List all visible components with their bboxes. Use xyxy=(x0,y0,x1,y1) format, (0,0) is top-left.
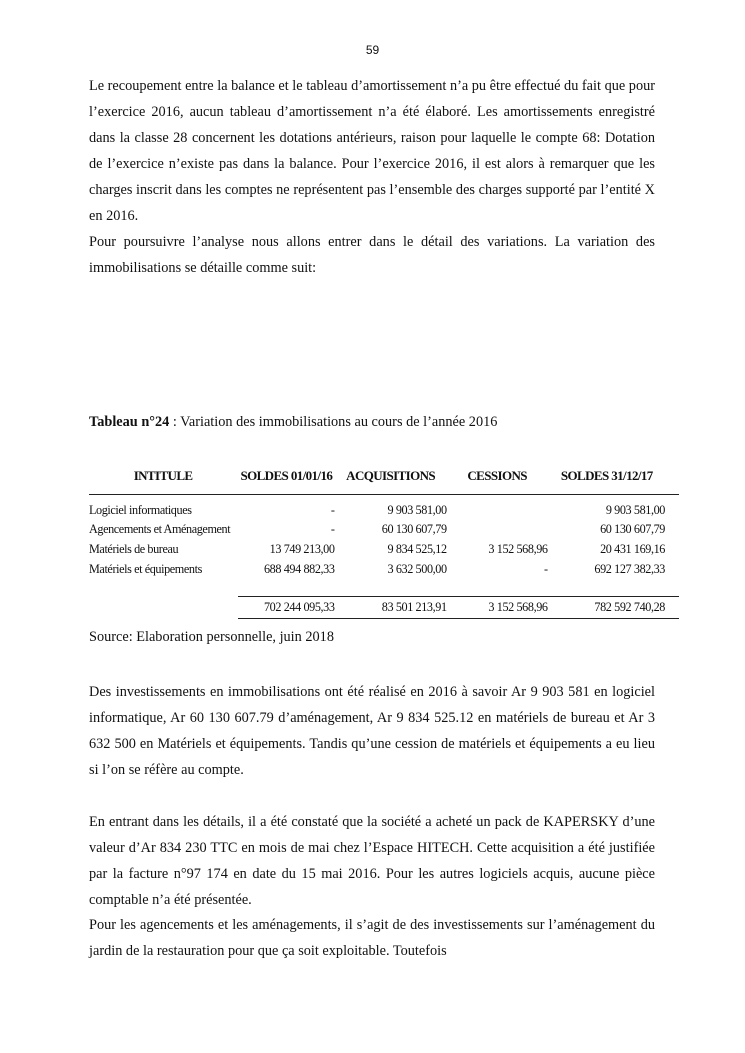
table-header-row xyxy=(89,458,679,495)
table-caption-text: : Variation des immobilisations au cours de l’année 2016 xyxy=(169,414,498,430)
cell-label: Matériels de bureau xyxy=(89,541,179,556)
cell-total-label xyxy=(89,597,238,619)
cell-acquisitions: 60 130 607,79 xyxy=(381,521,447,536)
page-number: 59 xyxy=(365,43,380,57)
cell-opening: 688 494 882,33 xyxy=(263,561,335,576)
cell-disposals xyxy=(447,519,548,539)
header-closing-balance: SOLDES 31/12/17 xyxy=(548,458,679,495)
cell-closing: 9 903 581,00 xyxy=(605,502,665,517)
cell-disposals xyxy=(447,495,548,520)
cell-acquisitions: 9 834 525,12 xyxy=(387,541,447,556)
table-caption xyxy=(89,412,497,432)
header-acquisitions: ACQUISITIONS xyxy=(335,458,447,495)
table-caption-number: Tableau n°24 xyxy=(89,414,170,430)
cell-opening: - xyxy=(330,502,335,517)
paragraph-balance-reconciliation: Le recoupement entre la balance et le tableau d’amortissement n’a pu être effectué du fait que pour l’exercice 2016, aucun tableau d’amortissement n’a été élaboré. Les amortissements enregistré dans la classe 28 concernent les dotations antérieurs, raison pour laquelle le compte 68: Dotation de l’exercice n’existe pas dans la balance. Pour l’exercice 2016, il est alors à remarquer que les charges inscrit dans les comptes ne représentent pas l’ensemble des charges supporté par l’entité X en 2016. xyxy=(89,78,655,225)
table-spacer-row xyxy=(89,579,679,597)
cell-total-acquisitions: 83 501 213,91 xyxy=(335,597,447,619)
cell-disposals: 3 152 568,96 xyxy=(488,541,548,556)
cell-opening: - xyxy=(330,521,335,536)
cell-disposals: - xyxy=(543,561,548,576)
paragraph-fittings: Pour les agencements et les aménagements, il s’agit de des investissements sur l’aménagement du jardin de la restauration pour que ça soit exploitable. Toutefois xyxy=(89,917,655,960)
cell-acquisitions: 3 632 500,00 xyxy=(387,561,447,576)
cell-label: Matériels et équipements xyxy=(89,561,202,576)
cell-opening: 13 749 213,00 xyxy=(269,541,335,556)
table-source: Source: Elaboration personnelle, juin 2018 xyxy=(89,629,334,645)
fixed-assets-variation-table xyxy=(89,458,679,619)
cell-total-opening: 702 244 095,33 xyxy=(238,597,334,619)
cell-total-disposals: 3 152 568,96 xyxy=(447,597,548,619)
table-row xyxy=(89,495,679,520)
header-disposals: CESSIONS xyxy=(447,458,548,495)
table-total-row xyxy=(89,597,679,619)
cell-acquisitions: 9 903 581,00 xyxy=(387,502,447,517)
paragraph-investments: Des investissements en immobilisations ont été réalisé en 2016 à savoir Ar 9 903 581 en logiciel informatique, Ar 60 130 607.79 d’aménagement, Ar 9 834 525.12 en matériels de bureau et Ar 3 632 500 en Matériels et équipements. Tandis qu’une cession de matériels et équipements a eu lieu si l’on se réfère au compte. xyxy=(89,684,655,779)
paragraph-software-details: En entrant dans les détails, il a été constaté que la société a acheté un pack de KAPERSKY d’une valeur d’Ar 834 230 TTC en mois de mai chez l’Espace HITECH. Cette acquisition a été justifiée par la facture n°97 174 en date du 15 mai 2016. Pour les autres logiciels acquis, aucune pièce comptable n’a été présentée. xyxy=(89,814,655,909)
header-intitule: INTITULE xyxy=(89,458,238,495)
cell-closing: 20 431 169,16 xyxy=(600,541,665,556)
cell-label: Logiciel informatiques xyxy=(89,502,192,517)
cell-closing: 60 130 607,79 xyxy=(600,521,665,536)
table-row xyxy=(89,519,679,539)
cell-label: Agencements et Aménagement xyxy=(89,521,231,536)
cell-total-closing: 782 592 740,28 xyxy=(548,597,679,619)
cell-closing: 692 127 382,33 xyxy=(594,561,665,576)
table-row xyxy=(89,539,679,559)
header-opening-balance: SOLDES 01/01/16 xyxy=(238,458,334,495)
table-row xyxy=(89,559,679,579)
paragraph-analysis-intro: Pour poursuivre l’analyse nous allons entrer dans le détail des variations. La variation des immobilisations se détaille comme suit: xyxy=(89,234,655,277)
